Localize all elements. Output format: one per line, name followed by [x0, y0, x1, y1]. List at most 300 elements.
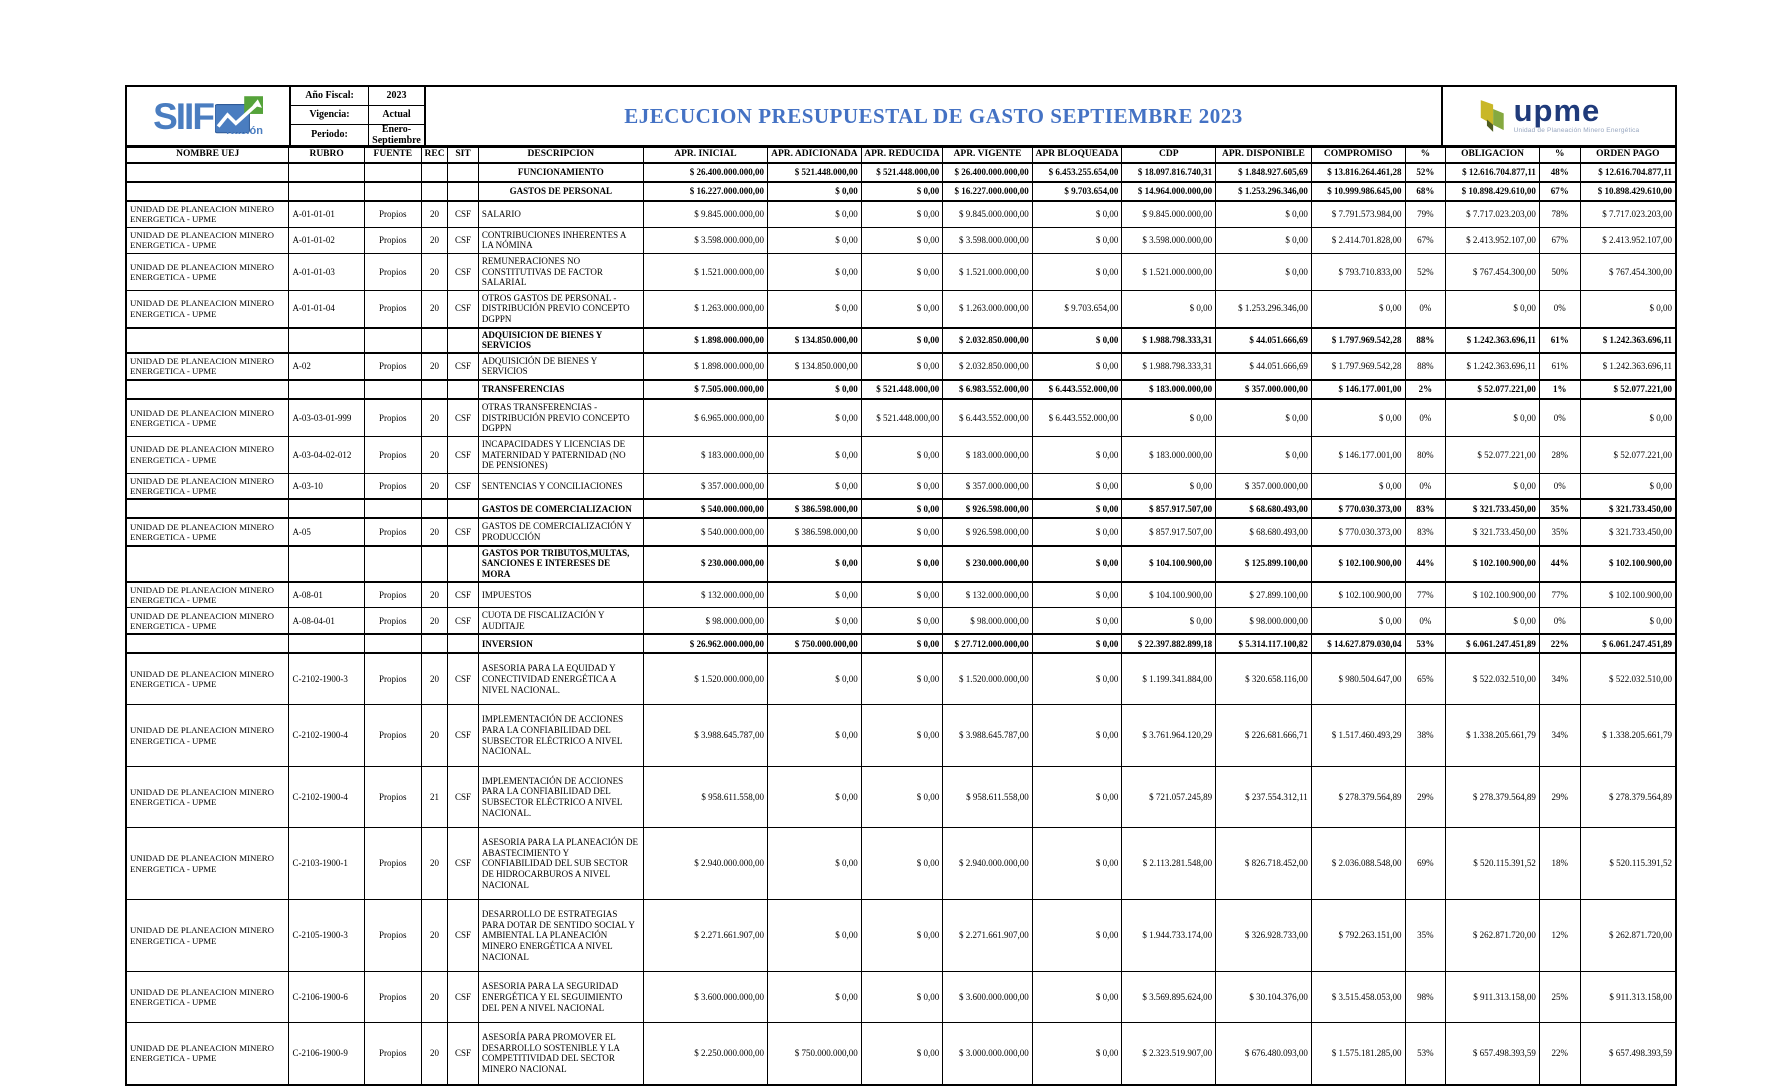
cell: C-2106-1900-6 [289, 972, 364, 1023]
cell [364, 546, 421, 582]
cell: $ 2.940.000.000,00 [643, 828, 767, 900]
cell: $ 0,00 [1032, 227, 1122, 253]
cell: CSF [448, 290, 479, 327]
cell: $ 0,00 [861, 546, 942, 582]
cell: $ 1.263.000.000,00 [943, 290, 1033, 327]
cell: $ 134.850.000,00 [768, 328, 862, 353]
cell: CSF [448, 582, 479, 608]
upme-logo-tagline: Unidad de Planeación Minero Energética [1513, 126, 1640, 134]
cell: 52% [1405, 163, 1446, 182]
cell: 18% [1539, 828, 1580, 900]
cell: Propios [364, 582, 421, 608]
cell: $ 6.061.247.451,89 [1446, 634, 1540, 653]
cell: $ 0,00 [768, 972, 862, 1023]
cell: 25% [1539, 972, 1580, 1023]
cell [421, 499, 447, 518]
cell: 20 [421, 653, 447, 704]
cell: $ 0,00 [861, 518, 942, 545]
cell: CSF [448, 201, 479, 227]
cell: $ 540.000.000,00 [643, 499, 767, 518]
cell: $ 2.250.000.000,00 [643, 1023, 767, 1085]
cell [448, 328, 479, 353]
table-row [126, 227, 1676, 253]
cell: $ 2.113.281.548,00 [1122, 828, 1216, 900]
cell: $ 44.051.666,69 [1216, 328, 1312, 353]
cell: 0% [1405, 473, 1446, 499]
cell: $ 52.077.221,00 [1580, 436, 1676, 473]
cell: $ 134.850.000,00 [768, 353, 862, 380]
cell: $ 68.680.493,00 [1216, 499, 1312, 518]
cell: $ 0,00 [1216, 253, 1312, 290]
cell: $ 0,00 [768, 201, 862, 227]
cell: $ 2.940.000.000,00 [943, 828, 1033, 900]
upme-logo [1441, 87, 1675, 145]
cell: $ 22.397.882.899,18 [1122, 634, 1216, 653]
cell [126, 328, 289, 353]
cell: $ 0,00 [861, 499, 942, 518]
cell: $ 980.504.647,00 [1311, 653, 1405, 704]
cell: $ 521.448.000,00 [861, 380, 942, 399]
cell [364, 182, 421, 201]
cell: $ 321.733.450,00 [1446, 499, 1540, 518]
cell: $ 357.000.000,00 [1216, 473, 1312, 499]
cell: A-08-04-01 [289, 608, 364, 635]
cell: $ 0,00 [861, 253, 942, 290]
cell: UNIDAD DE PLANEACION MINERO ENERGETICA - UPME [126, 201, 289, 227]
cell [448, 499, 479, 518]
column-header-rubro: RUBRO [289, 148, 364, 164]
cell: $ 767.454.300,00 [1580, 253, 1676, 290]
cell: 83% [1405, 518, 1446, 545]
cell: $ 1.988.798.333,31 [1122, 353, 1216, 380]
cell: $ 0,00 [768, 582, 862, 608]
cell: 20 [421, 201, 447, 227]
vigencia-value: Actual [369, 106, 424, 125]
cell: $ 386.598.000,00 [768, 518, 862, 545]
cell: $ 522.032.510,00 [1446, 653, 1540, 704]
cell: 77% [1405, 582, 1446, 608]
cell: $ 26.400.000.000,00 [643, 163, 767, 182]
cell: 83% [1405, 499, 1446, 518]
cell: $ 0,00 [1216, 201, 1312, 227]
cell: UNIDAD DE PLANEACION MINERO ENERGETICA - UPME [126, 972, 289, 1023]
cell: $ 146.177.001,00 [1311, 436, 1405, 473]
table-row [126, 972, 1676, 1023]
cell: $ 3.988.645.787,00 [643, 705, 767, 766]
cell: $ 0,00 [1122, 399, 1216, 436]
cell: $ 3.598.000.000,00 [943, 227, 1033, 253]
cell: UNIDAD DE PLANEACION MINERO ENERGETICA - UPME [126, 705, 289, 766]
cell: $ 0,00 [1311, 290, 1405, 327]
cell: CUOTA DE FISCALIZACIÓN Y AUDITAJE [478, 608, 643, 635]
cell: $ 1.848.927.605,69 [1216, 163, 1312, 182]
cell: A-01-01-02 [289, 227, 364, 253]
cell: $ 26.400.000.000,00 [943, 163, 1033, 182]
cell: $ 321.733.450,00 [1446, 518, 1540, 545]
cell: $ 0,00 [861, 201, 942, 227]
cell: INVERSION [478, 634, 643, 653]
cell: 20 [421, 972, 447, 1023]
cell: $ 0,00 [861, 828, 942, 900]
cell: UNIDAD DE PLANEACION MINERO ENERGETICA - UPME [126, 353, 289, 380]
cell: $ 0,00 [1032, 328, 1122, 353]
cell: 29% [1405, 766, 1446, 827]
cell: $ 0,00 [1032, 518, 1122, 545]
cell: $ 14.627.879.030,04 [1311, 634, 1405, 653]
cell: $ 7.717.023.203,00 [1580, 201, 1676, 227]
cell: UNIDAD DE PLANEACION MINERO ENERGETICA - UPME [126, 473, 289, 499]
cell: ASESORIA PARA LA PLANEACIÓN DE ABASTECIMIENTO Y CONFIABILIDAD DEL SUB SECTOR DE HIDROCARBUROS A NIVEL NACIONAL [478, 828, 643, 900]
cell: $ 521.448.000,00 [861, 163, 942, 182]
cell: $ 102.100.900,00 [1446, 546, 1540, 582]
cell: 44% [1539, 546, 1580, 582]
cell: 80% [1405, 436, 1446, 473]
column-header-rec: REC [421, 148, 447, 164]
cell: $ 357.000.000,00 [1216, 380, 1312, 399]
cell: Propios [364, 972, 421, 1023]
budget-report-sheet [125, 85, 1677, 1086]
cell: CSF [448, 436, 479, 473]
cell: Propios [364, 253, 421, 290]
cell: CSF [448, 972, 479, 1023]
cell: GASTOS DE PERSONAL [478, 182, 643, 201]
cell [126, 182, 289, 201]
cell: UNIDAD DE PLANEACION MINERO ENERGETICA - UPME [126, 582, 289, 608]
cell: $ 0,00 [1311, 608, 1405, 635]
siif-logo-text: SIIF [153, 95, 213, 137]
cell [126, 380, 289, 399]
cell: $ 9.845.000.000,00 [943, 201, 1033, 227]
table-row [126, 653, 1676, 704]
cell: UNIDAD DE PLANEACION MINERO ENERGETICA - UPME [126, 253, 289, 290]
cell: $ 278.379.564,89 [1580, 766, 1676, 827]
cell: $ 0,00 [861, 1023, 942, 1085]
cell: $ 102.100.900,00 [1580, 582, 1676, 608]
cell: $ 183.000.000,00 [943, 436, 1033, 473]
cell: CSF [448, 900, 479, 972]
column-header-nombre-uej: NOMBRE UEJ [126, 148, 289, 164]
cell [421, 546, 447, 582]
cell: $ 0,00 [1216, 399, 1312, 436]
cell: $ 521.448.000,00 [768, 163, 862, 182]
cell: 21 [421, 766, 447, 827]
cell: $ 3.600.000.000,00 [643, 972, 767, 1023]
cell: CSF [448, 653, 479, 704]
cell: $ 12.616.704.877,11 [1580, 163, 1676, 182]
cell: Propios [364, 473, 421, 499]
cell: $ 262.871.720,00 [1446, 900, 1540, 972]
cell: 20 [421, 608, 447, 635]
cell [421, 163, 447, 182]
cell: 34% [1539, 653, 1580, 704]
cell: $ 1.263.000.000,00 [643, 290, 767, 327]
cell: Propios [364, 1023, 421, 1085]
cell: $ 1.199.341.884,00 [1122, 653, 1216, 704]
cell: CSF [448, 518, 479, 545]
cell: $ 98.000.000,00 [1216, 608, 1312, 635]
cell: $ 1.253.296.346,00 [1216, 182, 1312, 201]
cell: CSF [448, 766, 479, 827]
cell: $ 0,00 [1580, 399, 1676, 436]
cell: $ 278.379.564,89 [1446, 766, 1540, 827]
cell: C-2106-1900-9 [289, 1023, 364, 1085]
column-header-apr-disponible: APR. DISPONIBLE [1216, 148, 1312, 164]
cell: $ 0,00 [768, 182, 862, 201]
column-header-apr-bloqueada: APR BLOQUEADA [1032, 148, 1122, 164]
upme-logo-wordmark: upme [1513, 93, 1601, 129]
cell [289, 380, 364, 399]
cell: $ 0,00 [861, 608, 942, 635]
cell: UNIDAD DE PLANEACION MINERO ENERGETICA - UPME [126, 653, 289, 704]
cell: $ 0,00 [1032, 634, 1122, 653]
cell: A-01-01-04 [289, 290, 364, 327]
cell: $ 68.680.493,00 [1216, 518, 1312, 545]
table-row [126, 828, 1676, 900]
section-total-row [126, 499, 1676, 518]
cell: $ 6.443.552.000,00 [1032, 399, 1122, 436]
column-header-sit: SIT [448, 148, 479, 164]
cell: $ 6.443.552.000,00 [943, 399, 1033, 436]
cell: $ 12.616.704.877,11 [1446, 163, 1540, 182]
cell: CSF [448, 705, 479, 766]
cell: $ 6.965.000.000,00 [643, 399, 767, 436]
cell: $ 183.000.000,00 [1122, 436, 1216, 473]
cell: $ 1.988.798.333,31 [1122, 328, 1216, 353]
cell: $ 3.000.000.000,00 [943, 1023, 1033, 1085]
cell [448, 182, 479, 201]
cell [289, 328, 364, 353]
cell: 48% [1539, 163, 1580, 182]
cell: $ 1.520.000.000,00 [943, 653, 1033, 704]
cell: $ 2.414.701.828,00 [1311, 227, 1405, 253]
cell: $ 1.242.363.696,11 [1580, 353, 1676, 380]
cell [126, 546, 289, 582]
cell: Propios [364, 828, 421, 900]
cell: $ 3.988.645.787,00 [943, 705, 1033, 766]
cell [126, 634, 289, 653]
cell: Propios [364, 399, 421, 436]
cell: UNIDAD DE PLANEACION MINERO ENERGETICA - UPME [126, 290, 289, 327]
cell: $ 98.000.000,00 [943, 608, 1033, 635]
cell: $ 27.899.100,00 [1216, 582, 1312, 608]
upme-logo-icon [1479, 98, 1509, 134]
cell: UNIDAD DE PLANEACION MINERO ENERGETICA - UPME [126, 900, 289, 972]
cell: $ 3.598.000.000,00 [643, 227, 767, 253]
cell: OTROS GASTOS DE PERSONAL - DISTRIBUCIÓN PREVIO CONCEPTO DGPPN [478, 290, 643, 327]
cell: $ 9.703.654,00 [1032, 182, 1122, 201]
cell: $ 183.000.000,00 [1122, 380, 1216, 399]
cell: $ 102.100.900,00 [1580, 546, 1676, 582]
table-row [126, 518, 1676, 545]
cell: $ 3.600.000.000,00 [943, 972, 1033, 1023]
cell: $ 0,00 [1032, 201, 1122, 227]
cell: 68% [1405, 182, 1446, 201]
cell: $ 0,00 [1032, 253, 1122, 290]
cell: $ 102.100.900,00 [1311, 546, 1405, 582]
cell: 1% [1539, 380, 1580, 399]
cell: $ 750.000.000,00 [768, 634, 862, 653]
cell: $ 102.100.900,00 [1446, 582, 1540, 608]
cell [289, 182, 364, 201]
cell: $ 0,00 [1580, 473, 1676, 499]
column-header-orden-pago: ORDEN PAGO [1580, 148, 1676, 164]
cell: $ 926.598.000,00 [943, 499, 1033, 518]
cell: UNIDAD DE PLANEACION MINERO ENERGETICA - UPME [126, 436, 289, 473]
vigencia-label: Vigencia: [291, 106, 369, 125]
cell: ASESORÍA PARA PROMOVER EL DESARROLLO SOSTENIBLE Y LA COMPETITIVIDAD DEL SECTOR MINERO NACIONAL [478, 1023, 643, 1085]
cell: $ 326.928.733,00 [1216, 900, 1312, 972]
fiscal-info-panel [291, 87, 426, 145]
cell: 50% [1539, 253, 1580, 290]
cell: $ 958.611.558,00 [643, 766, 767, 827]
cell [421, 634, 447, 653]
cell: $ 0,00 [768, 705, 862, 766]
cell: $ 792.263.151,00 [1311, 900, 1405, 972]
cell: $ 2.036.088.548,00 [1311, 828, 1405, 900]
cell: $ 1.338.205.661,79 [1446, 705, 1540, 766]
cell: 20 [421, 1023, 447, 1085]
cell: 34% [1539, 705, 1580, 766]
cell [448, 634, 479, 653]
cell: C-2102-1900-4 [289, 766, 364, 827]
cell [289, 634, 364, 653]
cell: $ 278.379.564,89 [1311, 766, 1405, 827]
cell: $ 826.718.452,00 [1216, 828, 1312, 900]
cell: Propios [364, 608, 421, 635]
page-title: EJECUCION PRESUPUESTAL DE GASTO SEPTIEMBRE 2023 [624, 103, 1243, 128]
cell: ASESORIA PARA LA SEGURIDAD ENERGÉTICA Y EL SEGUIMIENTO DEL PEN A NIVEL NACIONAL [478, 972, 643, 1023]
cell: $ 146.177.001,00 [1311, 380, 1405, 399]
table-row [126, 705, 1676, 766]
cell [289, 499, 364, 518]
cell: IMPLEMENTACIÓN DE ACCIONES PARA LA CONFIABILIDAD DEL SUBSECTOR ELÉCTRICO A NIVEL NACIONAL. [478, 766, 643, 827]
column-header-obligacion: OBLIGACION [1446, 148, 1540, 164]
section-total-row [126, 328, 1676, 353]
cell: 61% [1539, 353, 1580, 380]
cell: 20 [421, 705, 447, 766]
cell: $ 1.944.733.174,00 [1122, 900, 1216, 972]
cell: $ 2.413.952.107,00 [1446, 227, 1540, 253]
cell: $ 0,00 [1580, 608, 1676, 635]
cell: 20 [421, 399, 447, 436]
cell: Propios [364, 518, 421, 545]
cell: REMUNERACIONES NO CONSTITUTIVAS DE FACTOR SALARIAL [478, 253, 643, 290]
cell [421, 182, 447, 201]
cell: 20 [421, 582, 447, 608]
cell: $ 520.115.391,52 [1580, 828, 1676, 900]
cell: $ 7.505.000.000,00 [643, 380, 767, 399]
siif-logo-subtext: Nación [226, 124, 263, 137]
cell: 0% [1405, 290, 1446, 327]
column-header-apr-reducida: APR. REDUCIDA [861, 148, 942, 164]
cell: $ 3.515.458.053,00 [1311, 972, 1405, 1023]
cell: 0% [1405, 608, 1446, 635]
cell: $ 27.712.000.000,00 [943, 634, 1033, 653]
cell: $ 1.242.363.696,11 [1580, 328, 1676, 353]
cell: $ 0,00 [1032, 353, 1122, 380]
cell: $ 1.575.181.285,00 [1311, 1023, 1405, 1085]
cell: 20 [421, 518, 447, 545]
cell: $ 0,00 [1446, 608, 1540, 635]
section-total-row [126, 546, 1676, 582]
cell: 35% [1539, 518, 1580, 545]
cell: Propios [364, 436, 421, 473]
column-header-descripcion: DESCRIPCION [478, 148, 643, 164]
cell: $ 0,00 [861, 766, 942, 827]
cell: $ 1.521.000.000,00 [1122, 253, 1216, 290]
cell: Propios [364, 653, 421, 704]
cell: DESARROLLO DE ESTRATEGIAS PARA DOTAR DE SENTIDO SOCIAL Y AMBIENTAL LA PLANEACIÓN MINERO ENERGÉTICA A NIVEL NACIONAL [478, 900, 643, 972]
cell: UNIDAD DE PLANEACION MINERO ENERGETICA - UPME [126, 1023, 289, 1085]
cell: A-03-10 [289, 473, 364, 499]
report-header [125, 85, 1677, 147]
cell: CONTRIBUCIONES INHERENTES A LA NÓMINA [478, 227, 643, 253]
cell: $ 9.703.654,00 [1032, 290, 1122, 327]
cell: UNIDAD DE PLANEACION MINERO ENERGETICA - UPME [126, 399, 289, 436]
cell: $ 52.077.221,00 [1580, 380, 1676, 399]
cell: $ 0,00 [861, 972, 942, 1023]
cell: $ 1.797.969.542,28 [1311, 353, 1405, 380]
cell: $ 0,00 [1216, 436, 1312, 473]
cell: $ 0,00 [768, 608, 862, 635]
column-header-apr-inicial: APR. INICIAL [643, 148, 767, 164]
cell: $ 0,00 [768, 436, 862, 473]
cell: SALARIO [478, 201, 643, 227]
cell: SENTENCIAS Y CONCILIACIONES [478, 473, 643, 499]
cell: Propios [364, 705, 421, 766]
cell: $ 926.598.000,00 [943, 518, 1033, 545]
cell: $ 26.962.000.000,00 [643, 634, 767, 653]
column-header-cdp: CDP [1122, 148, 1216, 164]
cell: $ 0,00 [1446, 399, 1540, 436]
cell [448, 163, 479, 182]
cell: $ 0,00 [1216, 227, 1312, 253]
cell: 78% [1539, 201, 1580, 227]
cell: $ 320.658.116,00 [1216, 653, 1312, 704]
cell: $ 125.899.100,00 [1216, 546, 1312, 582]
cell: $ 10.898.429.610,00 [1580, 182, 1676, 201]
cell [364, 634, 421, 653]
section-total-row [126, 380, 1676, 399]
cell: $ 98.000.000,00 [643, 608, 767, 635]
cell: $ 793.710.833,00 [1311, 253, 1405, 290]
cell: GASTOS DE COMERCIALIZACIÓN Y PRODUCCIÓN [478, 518, 643, 545]
periodo-value: Enero-Septiembre [372, 124, 421, 146]
cell: $ 0,00 [1032, 1023, 1122, 1085]
cell: $ 0,00 [768, 227, 862, 253]
section-total-row [126, 163, 1676, 182]
cell: $ 0,00 [861, 582, 942, 608]
cell: 88% [1405, 353, 1446, 380]
cell: $ 0,00 [768, 766, 862, 827]
cell: IMPUESTOS [478, 582, 643, 608]
cell: $ 226.681.666,71 [1216, 705, 1312, 766]
cell [421, 328, 447, 353]
cell: $ 1.338.205.661,79 [1580, 705, 1676, 766]
cell: $ 0,00 [1032, 436, 1122, 473]
cell: $ 1.520.000.000,00 [643, 653, 767, 704]
cell: $ 1.253.296.346,00 [1216, 290, 1312, 327]
cell: UNIDAD DE PLANEACION MINERO ENERGETICA - UPME [126, 518, 289, 545]
table-row [126, 290, 1676, 327]
cell: 20 [421, 900, 447, 972]
fiscal-year-value: 2023 [369, 87, 424, 106]
cell: $ 2.323.519.907,00 [1122, 1023, 1216, 1085]
cell: $ 1.242.363.696,11 [1446, 353, 1540, 380]
cell [364, 380, 421, 399]
cell: 22% [1539, 634, 1580, 653]
cell: CSF [448, 828, 479, 900]
